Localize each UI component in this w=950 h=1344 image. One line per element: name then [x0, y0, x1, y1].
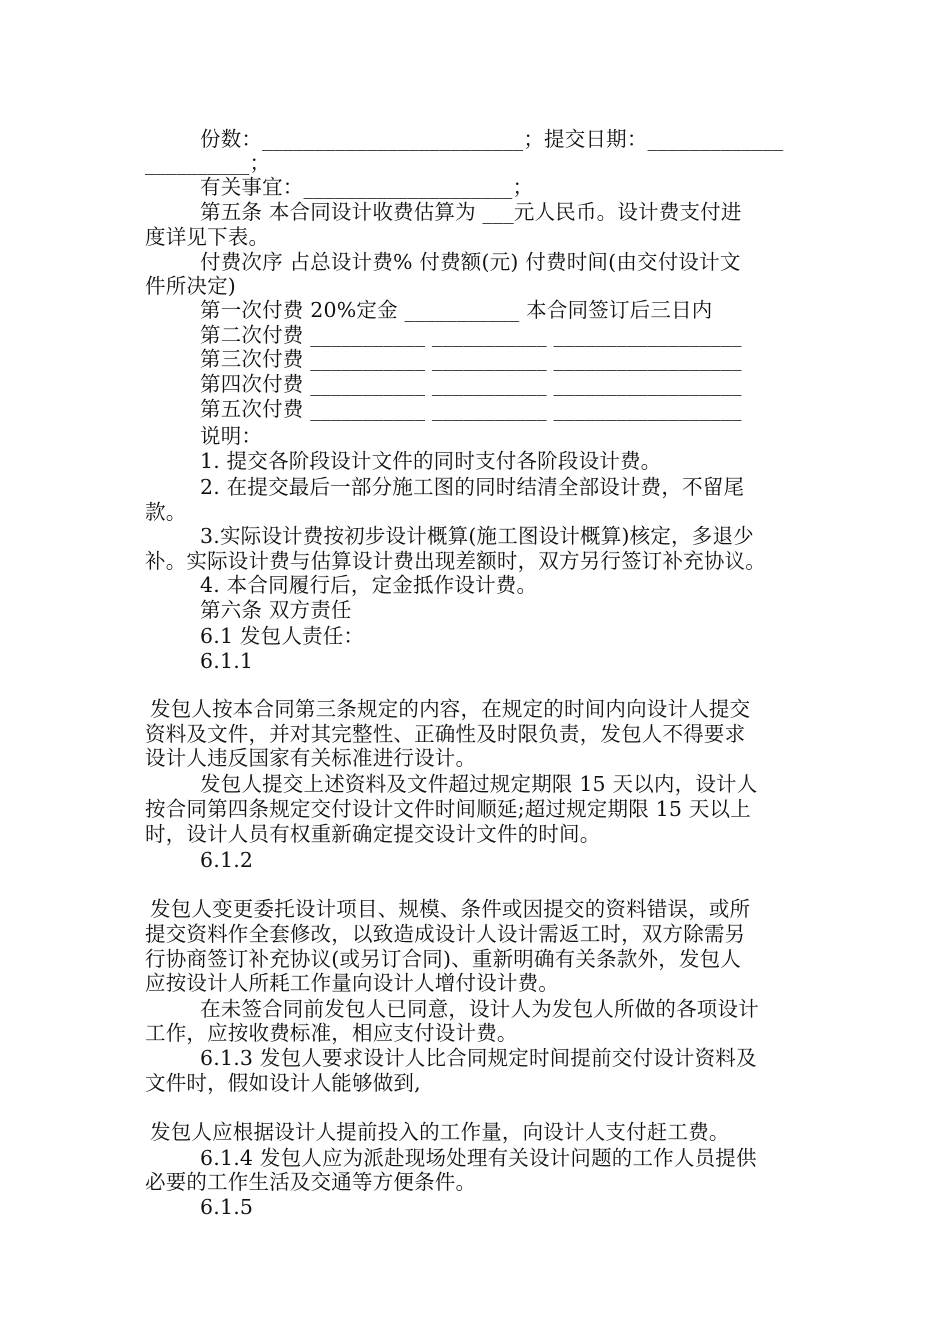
- list-item: 4. 本合同履行后，定金抵作设计费。: [200, 573, 538, 597]
- section-heading: 6.1 发包人责任：: [200, 624, 365, 648]
- text-line: 度详见下表。: [145, 225, 270, 249]
- text-line: 发包人按本合同第三条规定的内容，在规定的时间内向设计人提交: [150, 697, 751, 721]
- list-item: 1. 提交各阶段设计文件的同时支付各阶段设计费。: [200, 449, 662, 473]
- table-row: 第一次付费 20%定金 ___________ 本合同签订后三日内: [200, 298, 713, 322]
- text-line: 设计人违反国家有关标准进行设计。: [145, 746, 477, 770]
- text-line: 份数：_________________________；提交日期：_____________: [200, 127, 784, 151]
- text-line: 时，设计人员有权重新确定提交设计文件的时间。: [145, 822, 601, 846]
- text-line: 款。: [145, 500, 187, 524]
- text-line: 补。实际设计费与估算设计费出现差额时，双方另行签订补充协议。: [145, 549, 766, 573]
- clause-number: 6.1.2: [200, 848, 254, 872]
- table-row: 第二次付费 ___________ ___________ __________________: [200, 323, 742, 347]
- text-line: 文件时，假如设计人能够做到,: [145, 1071, 421, 1095]
- text-line: 有关事宜：____________________；: [200, 175, 534, 199]
- table-row: 第四次付费 ___________ ___________ __________________: [200, 372, 742, 396]
- table-row: 第五次付费 ___________ ___________ __________________: [200, 397, 742, 421]
- text-line: 说明：: [200, 424, 263, 448]
- text-line: 6.1.3 发包人要求设计人比合同规定时间提前交付设计资料及: [200, 1046, 757, 1070]
- clause-number: 6.1.1: [200, 649, 254, 673]
- text-line: 在未签合同前发包人已同意，设计人为发包人所做的各项设计: [200, 997, 759, 1021]
- text-line: __________；: [145, 151, 271, 175]
- list-item: 3.实际设计费按初步设计概算(施工图设计概算)核定，多退少: [200, 524, 754, 548]
- clause-number: 6.1.5: [200, 1195, 254, 1219]
- text-line: 行协商签订补充协议(或另订合同)、重新明确有关条款外，发包人: [145, 947, 741, 971]
- text-line: 发包人变更委托设计项目、规模、条件或因提交的资料错误，或所: [150, 897, 751, 921]
- table-row: 第三次付费 ___________ ___________ __________________: [200, 347, 742, 371]
- text-line: 必要的工作生活及交通等方便条件。: [145, 1170, 477, 1194]
- text-line: 应按设计人所耗工作量向设计人增付设计费。: [145, 971, 559, 995]
- article-heading: 第五条 本合同设计收费估算为 ___元人民币。设计费支付进: [200, 200, 742, 224]
- text-line: 资料及文件，并对其完整性、正确性及时限负责，发包人不得要求: [145, 722, 746, 746]
- table-header: 件所决定): [145, 274, 236, 298]
- text-line: 发包人提交上述资料及文件超过规定期限 15 天以内，设计人: [200, 772, 758, 796]
- list-item: 2. 在提交最后一部分施工图的同时结清全部设计费，不留尾: [200, 475, 745, 499]
- text-line: 按合同第四条规定交付设计文件时间顺延;超过规定期限 15 天以上: [145, 797, 751, 821]
- text-line: 工作，应按收费标准，相应支付设计费。: [145, 1021, 518, 1045]
- text-line: 发包人应根据设计人提前投入的工作量，向设计人支付赶工费。: [150, 1120, 730, 1144]
- text-line: 提交资料作全套修改，以致造成设计人设计需返工时，双方除需另: [145, 922, 746, 946]
- article-heading: 第六条 双方责任: [200, 598, 352, 622]
- text-line: 6.1.4 发包人应为派赴现场处理有关设计问题的工作人员提供: [200, 1146, 757, 1170]
- table-header: 付费次序 占总设计费% 付费额(元) 付费时间(由交付设计文: [200, 250, 741, 274]
